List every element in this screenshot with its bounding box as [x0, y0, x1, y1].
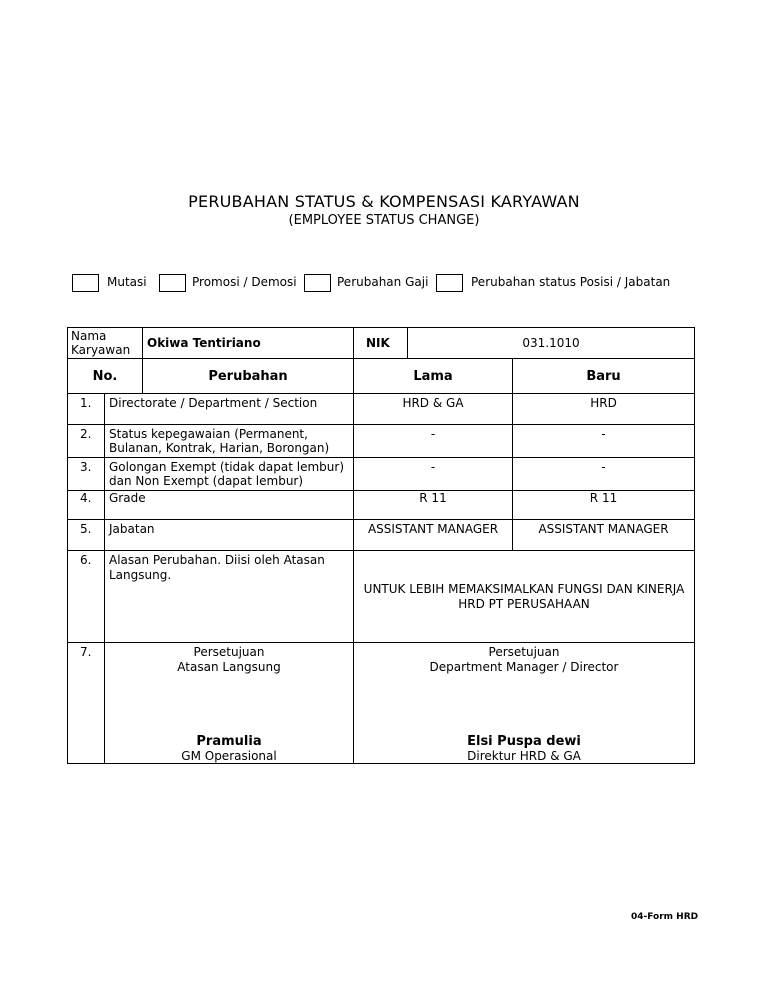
approval-right-title: Persetujuan — [488, 645, 560, 659]
approval-left-subtitle: Atasan Langsung — [177, 660, 281, 674]
approval-right-name: Elsi Puspa dewi — [467, 734, 581, 749]
change-type-checkboxes — [72, 273, 712, 295]
row-number: 1. — [68, 394, 105, 425]
row-lama[interactable]: - — [354, 425, 513, 458]
row-perubahan: Status kepegawaian (Permanent, Bulanan, Kontrak, Harian, Borongan) — [105, 425, 354, 458]
approval-left — [105, 643, 354, 764]
row-number: 4. — [68, 491, 105, 520]
checkbox-label: Perubahan status Posisi / Jabatan — [471, 275, 671, 289]
form-code: 04-Form HRD — [631, 912, 699, 922]
checkbox-box[interactable] — [159, 274, 186, 292]
approval-right-role: Direktur HRD & GA — [467, 749, 581, 763]
row-number: 6. — [68, 551, 105, 643]
employee-name[interactable]: Okiwa Tentiriano — [143, 328, 354, 359]
row-perubahan: Jabatan — [105, 520, 354, 551]
col-no: No. — [68, 359, 143, 394]
col-baru: Baru — [513, 359, 695, 394]
status-change-table — [67, 327, 695, 764]
approval-left-role: GM Operasional — [181, 749, 277, 763]
col-perubahan: Perubahan — [143, 359, 354, 394]
checkbox-box[interactable] — [436, 274, 463, 292]
row-perubahan: Golongan Exempt (tidak dapat lembur) dan Non Exempt (dapat lembur) — [105, 458, 354, 491]
row-baru[interactable]: HRD — [513, 394, 695, 425]
checkbox-label: Promosi / Demosi — [192, 275, 297, 289]
col-lama: Lama — [354, 359, 513, 394]
approval-right — [354, 643, 695, 764]
row-number: 7. — [68, 643, 105, 764]
checkbox-label: Perubahan Gaji — [337, 275, 429, 289]
row-perubahan: Grade — [105, 491, 354, 520]
table-row — [68, 425, 695, 458]
row-baru[interactable]: ASSISTANT MANAGER — [513, 520, 695, 551]
form-title: PERUBAHAN STATUS & KOMPENSASI KARYAWAN — [188, 192, 580, 211]
row-lama[interactable]: ASSISTANT MANAGER — [354, 520, 513, 551]
approval-left-title: Persetujuan — [193, 645, 265, 659]
row-perubahan: Directorate / Department / Section — [105, 394, 354, 425]
row-number: 5. — [68, 520, 105, 551]
checkbox-box[interactable] — [304, 274, 331, 292]
nik-value[interactable]: 031.1010 — [408, 328, 695, 359]
approval-left-name: Pramulia — [196, 734, 262, 749]
name-label: Nama Karyawan — [68, 328, 143, 359]
row-lama[interactable]: R 11 — [354, 491, 513, 520]
reason-line-1: UNTUK LEBIH MEMAKSIMALKAN FUNGSI DAN KINERJA — [363, 581, 685, 596]
table-row — [68, 491, 695, 520]
row-baru[interactable]: - — [513, 458, 695, 491]
checkbox-box[interactable] — [72, 274, 99, 292]
row-lama[interactable]: HRD & GA — [354, 394, 513, 425]
form-subtitle: (EMPLOYEE STATUS CHANGE) — [288, 213, 480, 228]
row-baru[interactable]: - — [513, 425, 695, 458]
reason-line-2: HRD PT PERUSAHAAN — [458, 596, 590, 611]
approval-row — [68, 643, 695, 764]
row-number: 2. — [68, 425, 105, 458]
table-row — [68, 394, 695, 425]
table-row — [68, 520, 695, 551]
header-row — [68, 359, 695, 394]
employee-row — [68, 328, 695, 359]
checkbox-label: Mutasi — [107, 275, 147, 289]
row-lama[interactable]: - — [354, 458, 513, 491]
reason-value[interactable] — [354, 551, 695, 643]
reason-row — [68, 551, 695, 643]
approval-right-subtitle: Department Manager / Director — [429, 660, 619, 674]
row-number: 3. — [68, 458, 105, 491]
row-baru[interactable]: R 11 — [513, 491, 695, 520]
reason-label: Alasan Perubahan. Diisi oleh Atasan Langsung. — [105, 551, 354, 643]
table-row — [68, 458, 695, 491]
nik-label: NIK — [354, 328, 408, 359]
